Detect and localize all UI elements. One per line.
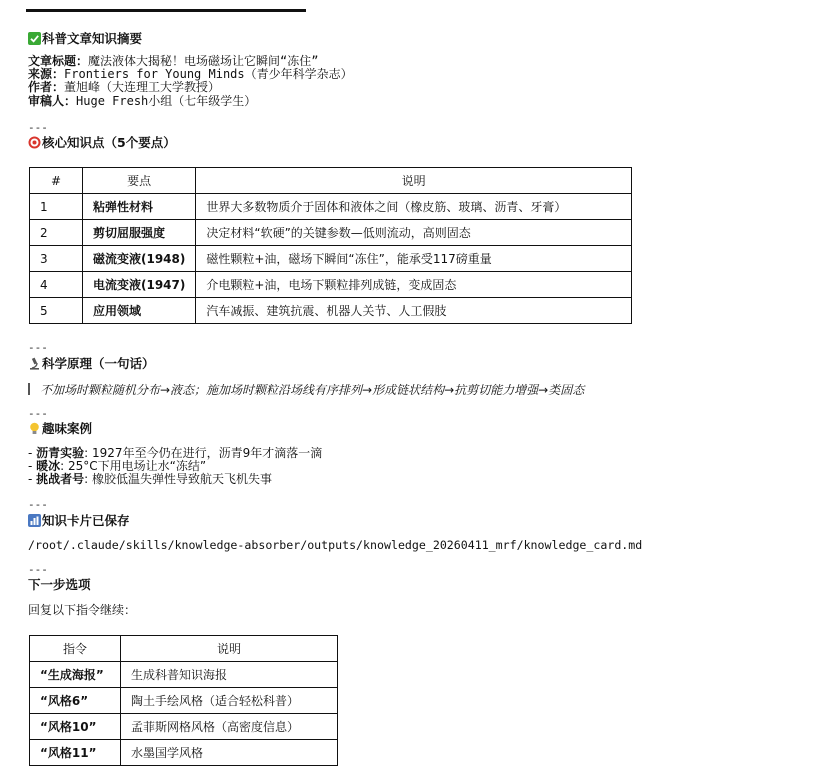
author-label: 作者： <box>28 80 65 95</box>
row-number: 1 <box>30 194 83 220</box>
table-row <box>30 298 632 324</box>
command-cell: “风格11” <box>30 740 121 766</box>
row-desc: 世界大多数物质介于固体和液体之间（橡皮筋、玻璃、沥青、牙膏） <box>196 194 632 220</box>
card-heading-row <box>28 511 130 529</box>
page-title-row <box>28 29 142 47</box>
row-desc: 汽车减振、建筑抗震、机器人关节、人工假肢 <box>196 298 632 324</box>
target-icon <box>28 136 41 149</box>
table-row <box>30 714 338 740</box>
row-point: 电流变液(1947) <box>83 272 196 298</box>
row-desc: 磁性颗粒+油，磁场下瞬间“冻住”，能承受117磅重量 <box>196 246 632 272</box>
next-options-table <box>29 635 338 766</box>
row-desc: 决定材料“软硬”的关键参数—低则流动，高则固态 <box>196 220 632 246</box>
cases-heading-row <box>28 419 92 437</box>
core-heading: 核心知识点（5个要点） <box>42 135 176 150</box>
row-point: 剪切屈服强度 <box>83 220 196 246</box>
command-desc: 水墨国学风格 <box>121 740 338 766</box>
table-header-row <box>30 636 338 662</box>
list-item: - 挑战者号: 橡胶低温失弹性导致航天飞机失事 <box>28 472 273 487</box>
lightbulb-icon <box>28 422 41 435</box>
separator: --- <box>28 407 48 420</box>
table-row <box>30 194 632 220</box>
list-item: - 沥青实验: 1927年至今仍在进行，沥青9年才滴落一滴 <box>28 446 323 460</box>
row-number: 3 <box>30 246 83 272</box>
command-desc: 孟菲斯网格风格（高密度信息） <box>121 714 338 740</box>
check-mark-icon <box>28 32 41 45</box>
separator: --- <box>28 498 48 511</box>
row-point: 粘弹性材料 <box>83 194 196 220</box>
command-desc: 陶土手绘风格（适合轻松科普） <box>121 688 338 714</box>
case-text: 25°C下用电场让水“冻结” <box>68 459 207 474</box>
separator: --- <box>28 121 48 134</box>
column-header: 要点 <box>83 168 196 194</box>
principle-heading: 科学原理（一句话） <box>42 356 155 371</box>
next-intro: 回复以下指令继续： <box>28 603 137 617</box>
principle-text: 不加场时颗粒随机分布→液态；施加场时颗粒沿场线有序排列→形成链状结构→抗剪切能力增强→类固态 <box>40 383 585 397</box>
case-text: 1927年至今仍在进行，沥青9年才滴落一滴 <box>92 446 323 460</box>
command-desc: 生成科普知识海报 <box>121 662 338 688</box>
table-row <box>30 688 338 714</box>
row-point: 磁流变液(1948) <box>83 246 196 272</box>
column-header: 说明 <box>196 168 632 194</box>
table-row <box>30 662 338 688</box>
case-label: 沥青实验 <box>36 446 85 460</box>
row-number: 5 <box>30 298 83 324</box>
source-label: 来源： <box>28 67 65 82</box>
microscope-icon <box>28 357 41 370</box>
core-heading-row <box>28 133 176 151</box>
list-item: - 暖冰: 25°C下用电场让水“冻结” <box>28 459 207 474</box>
row-number: 4 <box>30 272 83 298</box>
article-meta <box>28 55 353 108</box>
table-header-row <box>30 168 632 194</box>
column-header: 说明 <box>121 636 338 662</box>
row-number: 2 <box>30 220 83 246</box>
next-heading: 下一步选项 <box>28 577 91 592</box>
table-row <box>30 246 632 272</box>
row-point: 应用领域 <box>83 298 196 324</box>
principle-heading-row <box>28 354 155 372</box>
page-title: 科普文章知识摘要 <box>42 31 143 46</box>
column-header: 指令 <box>30 636 121 662</box>
command-cell: “风格6” <box>30 688 121 714</box>
reviewer-value: Huge Fresh小组（七年级学生） <box>76 93 257 108</box>
top-rule <box>26 9 306 12</box>
card-heading: 知识卡片已保存 <box>42 513 130 528</box>
separator: --- <box>28 563 48 576</box>
cases-heading: 趣味案例 <box>42 421 93 436</box>
reviewer-label: 审稿人： <box>28 93 77 108</box>
command-cell: “风格10” <box>30 714 121 740</box>
quote-bar <box>28 383 30 395</box>
table-row <box>30 740 338 766</box>
article-title-label: 文章标题： <box>28 54 89 68</box>
case-label: 挑战者号 <box>36 472 85 487</box>
column-header: # <box>30 168 83 194</box>
core-knowledge-table <box>29 167 632 324</box>
command-cell: “生成海报” <box>30 662 121 688</box>
case-text: 橡胶低温失弹性导致航天飞机失事 <box>92 472 273 487</box>
row-desc: 介电颗粒+油，电场下颗粒排列成链，变成固态 <box>196 272 632 298</box>
case-label: 暖冰 <box>36 459 61 474</box>
source-value: Frontiers for Young Minds（青少年科学杂志） <box>64 67 353 82</box>
cases-list <box>28 447 322 487</box>
card-path[interactable]: /root/.claude/skills/knowledge-absorber/outputs/knowledge_20260411_mrf/knowledge_card.md <box>28 538 643 552</box>
separator: --- <box>28 341 48 354</box>
author-value: 董旭峰（大连理工大学教授） <box>64 80 221 95</box>
table-row <box>30 272 632 298</box>
principle-quote <box>28 381 584 398</box>
article-title-value: 魔法液体大揭秘！电场磁场让它瞬间“冻住” <box>88 54 319 68</box>
table-row <box>30 220 632 246</box>
bar-chart-icon <box>28 514 41 527</box>
